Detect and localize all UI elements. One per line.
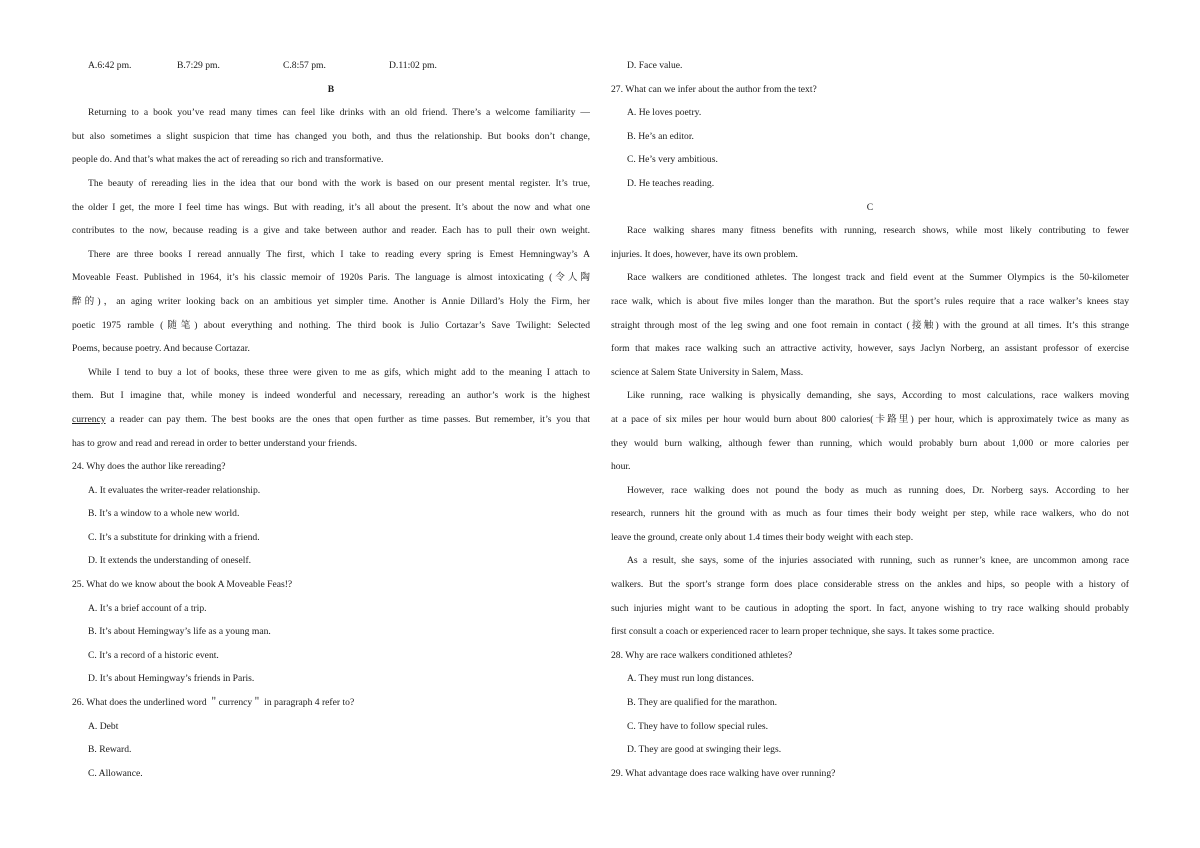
passage-c-p3-line: at a pace of six miles per hour would burn about 800 calories(卡路里) per hour, which is approximately twice as many as — [611, 413, 1129, 425]
passage-c-p1-line: Race walking shares many fitness benefits with running, research shows, while most likely contributing to fewer — [627, 225, 1129, 237]
question-26: 26. What does the underlined word ＂currency＂ in paragraph 4 refer to? — [72, 697, 355, 709]
passage-b-p3-line: 醉的)，an aging writer looking back on an ambitious yet simpler time. Another is Annie Dillard’s Holy the Firm, her — [72, 295, 590, 307]
passage-c-p5-line: first consult a coach or experienced racer to learn proper technique, she says. It takes some practice. — [611, 626, 995, 638]
passage-c-p2-line: science at Salem State University in Salem, Mass. — [611, 366, 804, 378]
passage-c-p4-line: research, runners hit the ground with as much as four times their body weight per step, while race walkers, who do not — [611, 508, 1129, 520]
q23-option-c: C.8:57 pm. — [283, 60, 326, 71]
passage-c-p1-line: injuries. It does, however, have its own problem. — [611, 248, 798, 260]
left-column — [72, 54, 590, 785]
right-column — [611, 54, 1129, 785]
passage-c-p5-line: walkers. But the sport’s strange form does place considerable stress on the ankles and hips, so people with a history of — [611, 579, 1129, 591]
q24-option-b: B. It’s a window to a whole new world. — [88, 508, 240, 520]
q25-option-d: D. It’s about Hemingway’s friends in Paris. — [88, 673, 255, 685]
passage-b-p2-line: contributes to the now, because reading is a give and take between author and reader. Each has to pull their own weight. — [72, 225, 590, 237]
passage-b-p4-line — [72, 408, 590, 432]
question-24: 24. Why does the author like rereading? — [72, 461, 226, 473]
passage-c-p2-line: race walk, which is about five miles longer than the marathon. But the sport’s rules require that a race walker’s knees stay — [611, 295, 1129, 307]
q28-option-a: A. They must run long distances. — [627, 673, 754, 685]
passage-b-p2-line: the older I get, the more I feel time has wings. But with reading, it’s all about the present. It’s about the now and what one — [72, 201, 590, 213]
section-b-heading: B — [327, 83, 335, 95]
passage-b-p1-line: but also sometimes a slight suspicion that time has changed you both, and thus the relationship. But books don’t change, — [72, 130, 590, 142]
q28-option-c: C. They have to follow special rules. — [627, 720, 769, 732]
q25-option-a: A. It’s a brief account of a trip. — [88, 602, 207, 614]
q28-option-d: D. They are good at swinging their legs. — [627, 744, 782, 756]
passage-b-p3-line: Moveable Feast. Published in 1964, it’s his classic memoir of 1920s Paris. The language is almost intoxicating (令人陶 — [72, 272, 590, 284]
q27-option-b: B. He’s an editor. — [627, 130, 694, 142]
question-27: 27. What can we infer about the author from the text? — [611, 83, 817, 95]
q27-option-d: D. He teaches reading. — [627, 177, 715, 189]
passage-c-p3-line: Like running, race walking is physically demanding, she says, According to most calculations, race walkers moving — [627, 390, 1129, 402]
passage-c-p2-line: straight through most of the leg swing and one foot remain in contact (接触) with the ground at all times. It’s this strange — [611, 319, 1129, 331]
passage-c-p4-line: However, race walking does not pound the body as much as running does, Dr. Norberg says. According to her — [627, 484, 1129, 496]
q28-option-b: B. They are qualified for the marathon. — [627, 697, 778, 709]
question-25: 25. What do we know about the book A Moveable Feas!? — [72, 579, 293, 591]
underlined-word-currency: currency — [72, 413, 106, 425]
q24-option-a: A. It evaluates the writer-reader relationship. — [88, 484, 261, 496]
passage-b-p1-line: people do. And that’s what makes the act of rereading so rich and transformative. — [72, 154, 384, 166]
passage-b-p4-line: them. But I imagine that, while money is indeed wonderful and necessary, rereading an author’s work is the highest — [72, 390, 590, 402]
question-28: 28. Why are race walkers conditioned athletes? — [611, 649, 793, 661]
passage-b-p4-text: a reader can pay them. The best books are the ones that open further as time passes. But remember, it’s you that — [105, 413, 590, 425]
q24-option-d: D. It extends the understanding of oneself. — [88, 555, 252, 567]
question-29: 29. What advantage does race walking have over running? — [611, 767, 836, 779]
q26-option-a: A. Debt — [88, 720, 119, 732]
passage-b-p3-line: poetic 1975 ramble (随笔) about everything and nothing. The third book is Julio Cortazar’s Save Twilight: Selected — [72, 319, 590, 331]
q23-option-d: D.11:02 pm. — [389, 60, 437, 71]
passage-b-p4-line: has to grow and read and reread in order to better understand your friends. — [72, 437, 358, 449]
passage-c-p4-line: leave the ground, create only about 1.4 times their body weight with each step. — [611, 531, 914, 543]
passage-b-p1-line: Returning to a book you’ve read many times can feel like drinks with an old friend. There’s a welcome familiarity — — [88, 107, 590, 119]
q25-option-b: B. It’s about Hemingway’s life as a young man. — [88, 626, 271, 638]
q26-option-b: B. Reward. — [88, 744, 132, 756]
section-c-heading: C — [866, 201, 874, 213]
q23-option-b: B.7:29 pm. — [177, 60, 220, 71]
q24-option-c: C. It’s a substitute for drinking with a friend. — [88, 531, 260, 543]
passage-c-p3-line: hour. — [611, 461, 631, 473]
passage-c-p3-line: they would burn walking, although fewer than running, which would probably burn about 1,000 or more calories per — [611, 437, 1129, 449]
passage-c-p2-line: form that makes race walking such an attractive activity, however, says Jaclyn Norberg, an assistant professor of exercise — [611, 343, 1129, 355]
q27-option-c: C. He’s very ambitious. — [627, 154, 718, 166]
q25-option-c: C. It’s a record of a historic event. — [88, 649, 219, 661]
q23-options — [72, 54, 590, 78]
q27-option-a: A. He loves poetry. — [627, 107, 702, 119]
q26-option-c: C. Allowance. — [88, 767, 143, 779]
passage-c-p2-line: Race walkers are conditioned athletes. The longest track and field event at the Summer Olympics is the 50-kilometer — [627, 272, 1129, 284]
q26-option-d: D. Face value. — [627, 60, 683, 71]
passage-b-p3-line: There are three books I reread annually The first, which I take to reading every spring is Emest Hemningway’s A — [88, 248, 590, 260]
passage-b-p3-line: Poems, because poetry. And because Cortazar. — [72, 343, 250, 355]
passage-c-p5-line: As a result, she says, some of the injuries associated with running, such as runner’s knee, are uncommon among race — [627, 555, 1129, 567]
passage-b-p4-line: While I tend to buy a lot of books, these three were given to me as gifs, which might add to the meaning I attach to — [88, 366, 590, 378]
passage-b-p2-line: The beauty of rereading lies in the idea that our bond with the work is based on our present mental register. It’s true, — [88, 177, 590, 189]
passage-c-p5-line: such injuries might want to be cautious in adopting the sport. In fact, anyone wishing to try race walking should probably — [611, 602, 1129, 614]
q23-option-a: A.6:42 pm. — [88, 60, 132, 71]
